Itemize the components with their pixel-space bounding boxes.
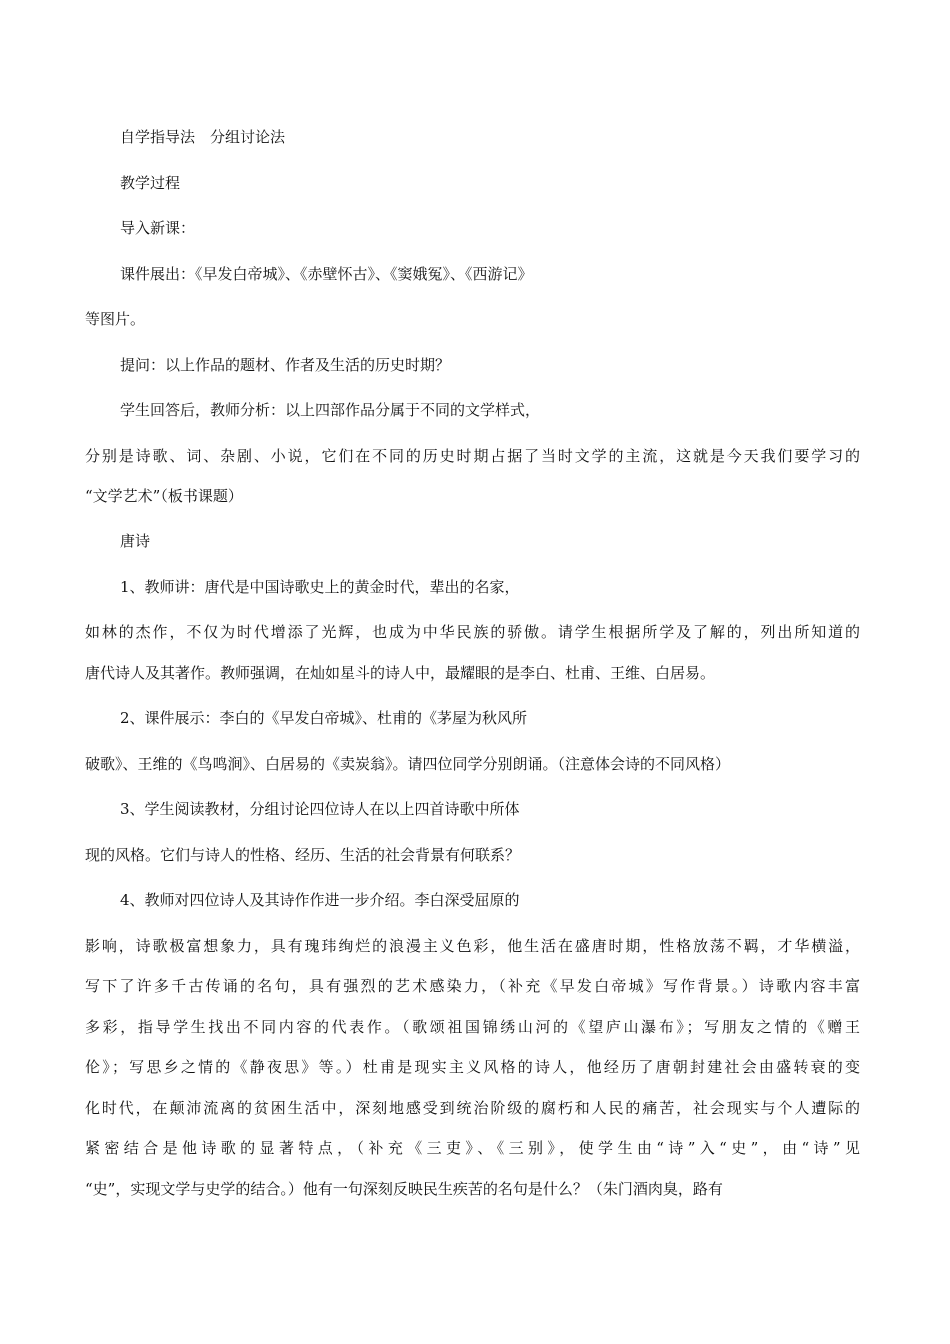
paragraph-line: 1、教师讲：唐代是中国诗歌史上的黄金时代，辈出的名家， bbox=[120, 578, 520, 596]
paragraph-line: 学生回答后，教师分析：以上四部作品分属于不同的文学样式， bbox=[120, 401, 541, 419]
paragraph-line: 影响，诗歌极富想象力，具有瑰玮绚烂的浪漫主义色彩，他生活在盛唐时期，性格放荡不羁，才华横溢， bbox=[85, 937, 860, 955]
paragraph-line: 课件展出：《早发白帝城》、《赤壁怀古》、《窦娥冤》、《西游记》 bbox=[120, 265, 533, 283]
paragraph-line: 多彩，指导学生找出不同内容的代表作。（歌颂祖国锦绣山河的《望庐山瀑布》；写朋友之情的《赠王 bbox=[85, 1018, 860, 1036]
paragraph-line: 2、课件展示：李白的《早发白帝城》、杜甫的《茅屋为秋风所 bbox=[120, 709, 528, 727]
paragraph-line: 唐代诗人及其著作。教师强调，在灿如星斗的诗人中，最耀眼的是李白、杜甫、王维、白居易。 bbox=[85, 664, 716, 682]
paragraph-line: 3、学生阅读教材，分组讨论四位诗人在以上四首诗歌中所体 bbox=[120, 800, 520, 818]
paragraph-line: 提问：以上作品的题材、作者及生活的历史时期？ bbox=[120, 356, 451, 374]
section-heading-teaching-process: 教学过程 bbox=[120, 174, 181, 192]
paragraph-line: 4、教师对四位诗人及其诗作作进一步介绍。李白深受屈原的 bbox=[120, 891, 520, 909]
section-heading-introduction: 导入新课： bbox=[120, 219, 196, 237]
paragraph-line: 等图片。 bbox=[85, 310, 146, 328]
paragraph-line: 化时代，在颠沛流离的贫困生活中，深刻地感受到统治阶级的腐朽和人民的痛苦，社会现实与个人遭际的 bbox=[85, 1099, 860, 1117]
paragraph-line: 分别是诗歌、词、杂剧、小说，它们在不同的历史时期占据了当时文学的主流，这就是今天我们要学习的 bbox=[85, 447, 860, 465]
paragraph-line: “文学艺术”（板书课题） bbox=[85, 487, 243, 505]
paragraph-line: 现的风格。它们与诗人的性格、经历、生活的社会背景有何联系？ bbox=[85, 846, 521, 864]
paragraph-line: 破歌》、王维的《鸟鸣涧》、白居易的《卖炭翁》。请四位同学分别朗诵。（注意体会诗的不同风格） bbox=[85, 755, 731, 773]
paragraph-line: 伦》；写思乡之情的《静夜思》等。）杜甫是现实主义风格的诗人，他经历了唐朝封建社会由盛转衰的变 bbox=[85, 1058, 860, 1076]
paragraph-line: 如林的杰作，不仅为时代增添了光辉，也成为中华民族的骄傲。请学生根据所学及了解的，列出所知道的 bbox=[85, 623, 860, 641]
teaching-method-line: 自学指导法 分组讨论法 bbox=[120, 128, 286, 146]
paragraph-line: 紧密结合是他诗歌的显著特点，（补充《三吏》、《三别》，使学生由“诗”入“史”，由“诗”见 bbox=[85, 1139, 860, 1157]
paragraph-line: “史”，实现文学与史学的结合。）他有一句深刻反映民生疾苦的名句是什么？（朱门酒肉臭，路有 bbox=[85, 1180, 723, 1198]
paragraph-line: 写下了许多千古传诵的名句，具有强烈的艺术感染力，（补充《早发白帝城》写作背景。）诗歌内容丰富 bbox=[85, 977, 860, 995]
section-heading-tang-poetry: 唐诗 bbox=[120, 532, 151, 550]
